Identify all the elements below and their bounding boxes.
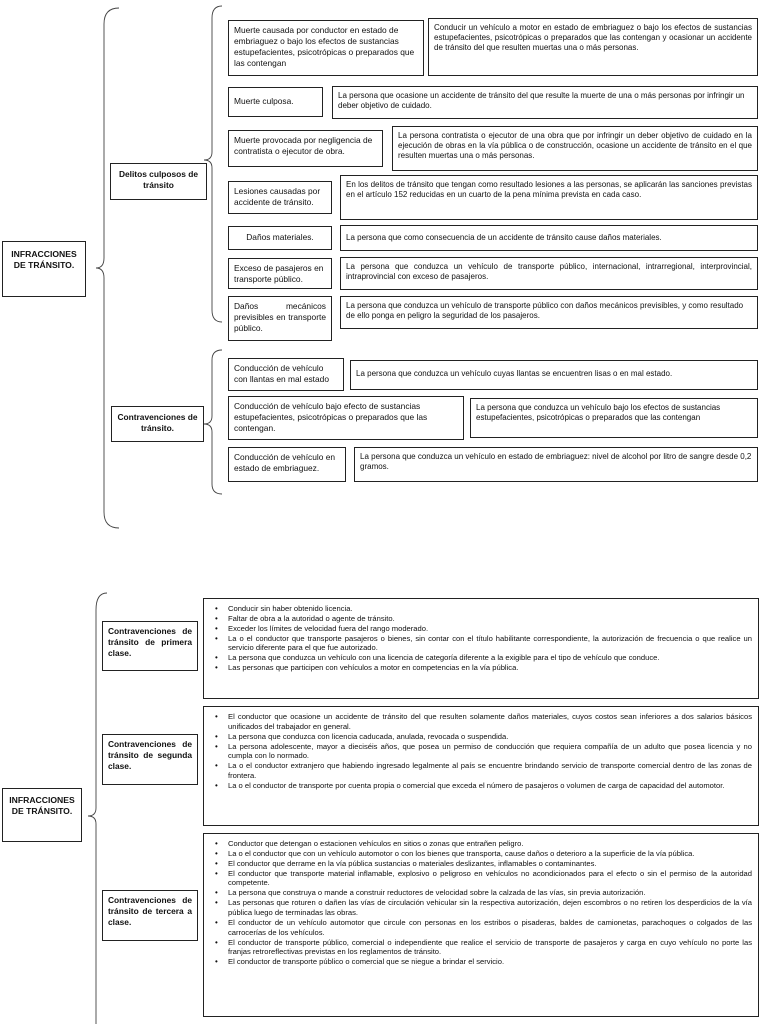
category-node-delitos: Delitos culposos de tránsito	[110, 163, 207, 200]
bullet-item: • El conductor de un vehículo automotor que circule con personas en los estribos o pisaderas, baldes de camionetas, parachoques o colgados de las carrocerías de los vehículos.	[228, 918, 752, 938]
category-bracket-2	[204, 350, 222, 494]
term-box: Muerte provocada por negligencia de contratista o ejecutor de obra.	[228, 130, 383, 167]
definition-box: La persona que conduzca un vehículo cuyas llantas se encuentren lisas o en mal estado.	[350, 360, 758, 390]
root-node: INFRACCIONES DE TRÁNSITO.	[2, 788, 82, 842]
definition-box: La persona que ocasione un accidente de tránsito del que resulte la muerte de una o más personas por infringir un deber objetivo de cuidado.	[332, 86, 758, 119]
root-node: INFRACCIONES DE TRÁNSITO.	[2, 241, 86, 297]
bullet-item: • Conducir sin haber obtenido licencia.	[228, 604, 752, 614]
term-box: Lesiones causadas por accidente de tránsito.	[228, 181, 332, 214]
root-bracket-1	[96, 8, 119, 528]
definition-box: En los delitos de tránsito que tengan como resultado lesiones a las personas, se aplicarán las sanciones previstas en el artículo 152 reducidas en un cuarto de la pena mínima prevista en cada caso.	[340, 175, 758, 220]
bullet-item: • El conductor que ocasione un accidente de tránsito del que resulten solamente daños materiales, cuyos costos sean inferiores a dos salarios básicos unificados del trabajador en general.	[228, 712, 752, 732]
definition-box: La persona que conduzca un vehículo bajo los efectos de sustancias estupefacientes, psicotrópicas o preparados que las contengan	[470, 398, 758, 438]
bullet-item: • La persona que construya o mande a construir reductores de velocidad sobre la calzada de las vías, sin previa autorización.	[228, 888, 752, 898]
term-box: Exceso de pasajeros en transporte público.	[228, 258, 332, 289]
bullet-item: • La o el conductor que transporte pasajeros o bienes, sin contar con el título habilitante correspondiente, la autorización de frecuencia o que realice un servicio diferente para el que fue autorizado.	[228, 634, 752, 654]
term-box: Conducción de vehículo bajo efecto de sustancias estupefacientes, psicotrópicas o preparados que las contengan.	[228, 396, 464, 440]
term-box: Conducción de vehículo en estado de embriaguez.	[228, 447, 346, 482]
bullet-item: • Las personas que participen con vehículos a motor en competencias en la vía pública.	[228, 663, 752, 673]
class-node-segunda: Contravenciones de tránsito de segunda clase.	[102, 734, 198, 785]
bullet-item: • Faltar de obra a la autoridad o agente de tránsito.	[228, 614, 752, 624]
class-node-tercera: Contravenciones de tránsito de tercera a clase.	[102, 890, 198, 941]
bullet-item: • La persona adolescente, mayor a dieciséis años, que posea un permiso de conducción que requiera compañía de un adulto que posea licencia y no cumpla con lo normado.	[228, 742, 752, 762]
bullet-item: • Las personas que roturen o dañen las vías de circulación vehicular sin la respectiva autorización, dejen escombros o no retiren los desperdicios de la vía pública luego de terminadas las obras.	[228, 898, 752, 918]
term-box: Daños materiales.	[228, 226, 332, 250]
bullet-item: • Conductor que detengan o estacionen vehículos en sitios o zonas que entrañen peligro.	[228, 839, 752, 849]
bullet-list-box	[203, 706, 759, 826]
bullet-item: • El conductor de transporte público, comercial o independiente que realice el servicio de transporte de pasajeros y carga en cuyo vehículo no porte las franjas retroreflectivas previstas en los reglamentos de tránsito.	[228, 938, 752, 958]
bullet-item: • Exceder los límites de velocidad fuera del rango moderado.	[228, 624, 752, 634]
bullet-item: • La persona que conduzca con licencia caducada, anulada, revocada o suspendida.	[228, 732, 752, 742]
bullet-item: • El conductor de transporte público o comercial que se niegue a brindar el servicio.	[228, 957, 752, 967]
term-box: Daños mecánicos previsibles en transporte público.	[228, 296, 332, 341]
class-node-primera: Contravenciones de tránsito de primera clase.	[102, 621, 198, 671]
definition-box: La persona que conduzca un vehículo de transporte público, internacional, intrarregional, interprovincial, intraprovincial con exceso de pasajeros.	[340, 257, 758, 290]
bullet-item: • El conductor que derrame en la vía pública sustancias o materiales deslizantes, inflamables o contaminantes.	[228, 859, 752, 869]
category-node-contravenciones: Contravenciones de tránsito.	[111, 406, 204, 442]
bullet-item: • La o el conductor que con un vehículo automotor o con los bienes que transporta, cause daños o deterioro a la superficie de la vía pública.	[228, 849, 752, 859]
bullet-list-box	[203, 833, 759, 1017]
term-box: Muerte causada por conductor en estado de embriaguez o bajo los efectos de sustancias estupefacientes, psicotrópicas o preparados que las contengan	[228, 20, 424, 76]
term-box: Conducción de vehículo con llantas en mal estado	[228, 358, 344, 391]
bullet-item: • La persona que conduzca un vehículo con una licencia de categoría diferente a la exigible para el tipo de vehículo que conduce.	[228, 653, 752, 663]
term-box: Muerte culposa.	[228, 87, 323, 117]
definition-box: La persona contratista o ejecutor de una obra que por infringir un deber objetivo de cuidado en la ejecución de obras en la vía pública o de construcción, ocasione un accidente de tránsito en el que resulten muertas una o más personas.	[392, 126, 758, 171]
definition-box: Conducir un vehículo a motor en estado de embriaguez o bajo los efectos de sustancias estupefacientes, psicotrópicas o preparados que las contengan y ocasionar un accidente de tránsito del que resulten muertas una o más personas.	[428, 18, 758, 76]
bullet-list-box	[203, 598, 759, 699]
definition-box: La persona que conduzca un vehículo de transporte público con daños mecánicos previsibles, y como resultado de ello ponga en peligro la seguridad de los pasajeros.	[340, 296, 758, 329]
definition-box: La persona que como consecuencia de un accidente de tránsito cause daños materiales.	[340, 225, 758, 251]
definition-box: La persona que conduzca un vehículo en estado de embriaguez: nivel de alcohol por litro de sangre desde 0,2 gramos.	[354, 447, 758, 482]
bullet-item: • La o el conductor de transporte por cuenta propia o comercial que exceda el número de pasajeros o volumen de carga de capacidad del automotor.	[228, 781, 752, 791]
bullet-item: • La o el conductor extranjero que habiendo ingresado legalmente al país se encuentre brindando servicio de transporte comercial dentro de las zonas de frontera.	[228, 761, 752, 781]
bullet-item: • El conductor que transporte material inflamable, explosivo o peligroso en vehículos no acondicionados para el efecto o sin el permiso de la autoridad competente.	[228, 869, 752, 889]
